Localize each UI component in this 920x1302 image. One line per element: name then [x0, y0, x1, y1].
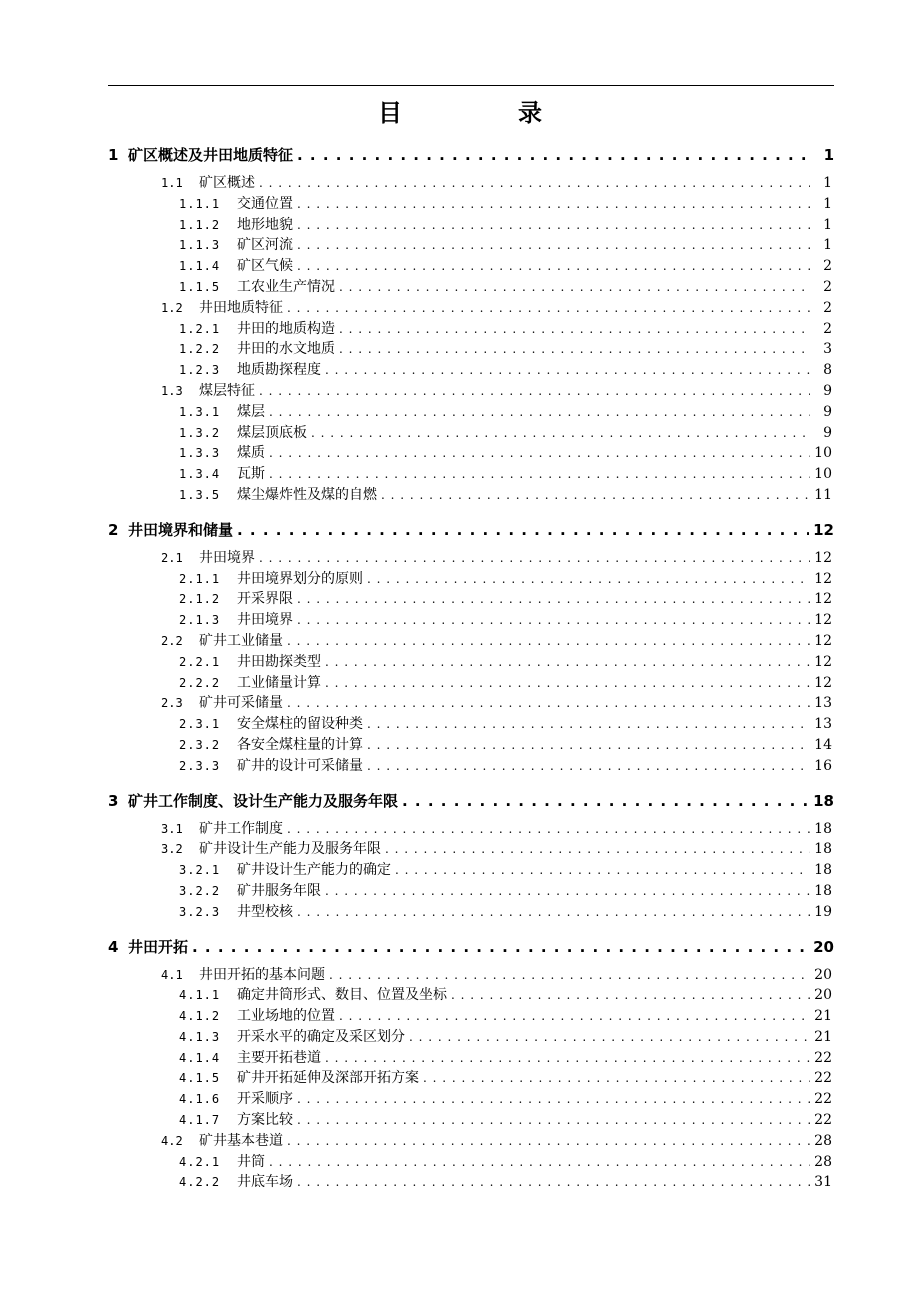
toc-entry-page-number: 9: [823, 382, 832, 399]
dot-leader: [339, 319, 810, 340]
toc-entry-title: 井田的水文地质: [237, 341, 335, 358]
dot-leader: [409, 1027, 810, 1048]
dot-leader: [269, 443, 810, 464]
dot-leader: [339, 339, 810, 360]
dot-leader: [297, 610, 810, 631]
dot-leader: [297, 143, 812, 167]
toc-section-entry[interactable]: [108, 381, 834, 402]
toc-entry-title: 矿区气候: [237, 258, 293, 275]
toc-entry-page-number: 20: [813, 937, 834, 956]
toc-entry-title: 煤层: [237, 403, 265, 420]
toc-entry-page-number: 2: [823, 258, 832, 275]
toc-entry-number: 4.2: [161, 1133, 183, 1148]
toc-entry-title: 矿井设计生产能力及服务年限: [199, 841, 381, 858]
dot-leader: [237, 518, 809, 542]
toc-subsection-entry[interactable]: [108, 1152, 834, 1173]
toc-subsection-entry[interactable]: [108, 485, 834, 506]
toc-entry-number: 1.3: [161, 383, 183, 398]
toc-entry-title: 矿井工作制度、设计生产能力及服务年限: [128, 791, 399, 810]
toc-entry-page-number: 20: [814, 966, 832, 983]
toc-entry-number: 2.3: [161, 696, 183, 711]
toc-entry-number: 2.3.1: [179, 717, 221, 732]
toc-entry-title: 开采界限: [237, 591, 293, 608]
toc-entry-number: 2.1.2: [179, 592, 221, 607]
dot-leader: [297, 1110, 810, 1131]
toc-entry-page-number: 9: [823, 424, 832, 441]
dot-leader: [297, 902, 810, 923]
toc-entry-page-number: 2: [823, 320, 832, 337]
toc-entry-page-number: 2: [823, 278, 832, 295]
toc-entry-title: 开采顺序: [237, 1091, 293, 1108]
toc-entry-title: 矿井开拓延伸及深部开拓方案: [237, 1070, 419, 1087]
toc-entry-title: 井田境界和储量: [128, 520, 234, 539]
toc-entry-page-number: 1: [823, 175, 832, 191]
dot-leader: [297, 235, 810, 256]
page-title: 目 录: [378, 99, 588, 127]
toc-entry-number: 1.1.3: [179, 238, 221, 253]
toc-subsection-entry[interactable]: [108, 902, 834, 923]
toc-entry-title: 井田境界: [237, 612, 293, 629]
toc-entry-title: 矿区概述: [199, 175, 255, 191]
toc-entry-number: 2: [108, 520, 119, 539]
toc-entry-number: 1.2.3: [179, 363, 221, 378]
section-gap: [108, 923, 834, 931]
dot-leader: [402, 789, 809, 813]
toc-entry-number: 3.2.3: [179, 904, 221, 919]
toc-section-entry[interactable]: [108, 819, 834, 840]
toc-section-entry[interactable]: [108, 631, 834, 652]
toc-subsection-entry[interactable]: [108, 735, 834, 756]
dot-leader: [325, 673, 810, 694]
toc-entry-number: 3.1: [161, 821, 183, 836]
dot-leader: [297, 215, 810, 236]
dot-leader: [451, 985, 810, 1006]
dot-leader: [325, 881, 810, 902]
toc-entry-number: 1.1.4: [179, 259, 221, 274]
toc-entry-page-number: 12: [814, 653, 832, 670]
dot-leader: [367, 735, 810, 756]
toc-entry-title: 矿井工业储量: [199, 632, 283, 649]
toc-entry-title: 工业储量计算: [237, 674, 321, 691]
toc-entry-page-number: 11: [814, 486, 832, 503]
toc-entry-number: 4.2.2: [179, 1175, 221, 1190]
toc-entry-title: 矿井可采储量: [199, 695, 283, 712]
toc-entry-title: 煤层特征: [199, 382, 255, 399]
toc-entry-number: 1.2.1: [179, 321, 221, 336]
toc-entry-page-number: 12: [814, 674, 832, 691]
toc-entry-title: 各安全煤柱量的计算: [237, 736, 363, 753]
toc-subsection-entry[interactable]: [108, 714, 834, 735]
toc-subsection-entry[interactable]: [108, 985, 834, 1006]
toc-subsection-entry[interactable]: [108, 756, 834, 777]
toc-entry-title: 井田开拓的基本问题: [199, 966, 325, 983]
toc-entry-title: 地质勘探程度: [237, 362, 321, 379]
dot-leader: [297, 1172, 810, 1193]
toc-entry-page-number: 1: [823, 216, 832, 233]
toc-chapter-entry[interactable]: [108, 789, 834, 813]
toc-subsection-entry[interactable]: [108, 673, 834, 694]
toc-subsection-entry[interactable]: [108, 1048, 834, 1069]
toc-entry-title: 交通位置: [237, 195, 293, 212]
toc-entry-page-number: 10: [814, 466, 832, 483]
dot-leader: [269, 402, 810, 423]
dot-leader: [269, 1152, 810, 1173]
toc-entry-number: 3.2.2: [179, 883, 221, 898]
toc-section-entry[interactable]: [108, 298, 834, 319]
toc-entry-page-number: 2: [823, 299, 832, 316]
dot-leader: [325, 360, 810, 381]
toc-entry-title: 井田境界: [199, 549, 255, 566]
toc-entry-number: 2.1.3: [179, 613, 221, 628]
toc-entry-number: 1.2: [161, 300, 183, 315]
dot-leader: [297, 1089, 810, 1110]
toc-entry-title: 确定井筒形式、数目、位置及坐标: [237, 987, 447, 1004]
dot-leader: [259, 173, 810, 194]
toc-subsection-entry[interactable]: [108, 881, 834, 902]
toc-entry-number: 2.3.2: [179, 737, 221, 752]
toc-section-entry[interactable]: [108, 839, 834, 860]
toc-entry-number: 1: [108, 146, 119, 164]
toc-entry-page-number: 22: [814, 1112, 832, 1129]
toc-entry-title: 井田地质特征: [199, 299, 283, 316]
dot-leader: [287, 631, 810, 652]
toc-entry-page-number: 19: [814, 903, 832, 920]
toc-chapter-entry[interactable]: [108, 518, 834, 542]
toc-entry-page-number: 28: [814, 1132, 832, 1149]
toc-entry-number: 2.1.1: [179, 571, 221, 586]
toc-entry-title: 主要开拓巷道: [237, 1049, 321, 1066]
toc-entry-title: 井底车场: [237, 1174, 293, 1191]
dot-leader: [367, 569, 810, 590]
dot-leader: [287, 298, 810, 319]
toc-entry-number: 1.1: [161, 176, 183, 190]
table-of-contents: [108, 139, 834, 1193]
toc-entry-title: 安全煤柱的留设种类: [237, 716, 363, 733]
toc-subsection-entry[interactable]: [108, 277, 834, 298]
toc-entry-title: 井筒: [237, 1153, 265, 1170]
toc-section-entry[interactable]: [108, 548, 834, 569]
dot-leader: [297, 589, 810, 610]
toc-section-entry[interactable]: [108, 693, 834, 714]
toc-entry-page-number: 14: [814, 736, 832, 753]
toc-subsection-entry[interactable]: [108, 215, 834, 236]
toc-entry-page-number: 20: [814, 987, 832, 1004]
toc-entry-number: 1.3.4: [179, 467, 221, 482]
toc-entry-number: 4: [108, 937, 119, 956]
toc-entry-number: 4.1.4: [179, 1050, 221, 1065]
toc-entry-title: 开采水平的确定及采区划分: [237, 1028, 405, 1045]
toc-entry-title: 井田的地质构造: [237, 320, 335, 337]
toc-entry-page-number: 12: [813, 520, 834, 539]
dot-leader: [367, 756, 810, 777]
dot-leader: [325, 1048, 810, 1069]
toc-subsection-entry[interactable]: [108, 1068, 834, 1089]
dot-leader: [192, 935, 809, 959]
toc-entry-page-number: 1: [823, 195, 832, 212]
toc-subsection-entry[interactable]: [108, 423, 834, 444]
toc-entry-title: 矿井设计生产能力的确定: [237, 862, 391, 879]
toc-entry-title: 矿区河流: [237, 237, 293, 254]
toc-entry-page-number: 1: [823, 146, 834, 164]
toc-entry-page-number: 12: [814, 549, 832, 566]
toc-entry-number: 4.1.6: [179, 1092, 221, 1107]
toc-entry-page-number: 28: [814, 1153, 832, 1170]
toc-subsection-entry[interactable]: [108, 235, 834, 256]
toc-entry-number: 1.3.1: [179, 404, 221, 419]
toc-entry-number: 4.2.1: [179, 1154, 221, 1169]
toc-subsection-entry[interactable]: [108, 652, 834, 673]
toc-subsection-entry[interactable]: [108, 860, 834, 881]
dot-leader: [339, 1006, 810, 1027]
dot-leader: [297, 194, 810, 215]
toc-entry-title: 矿井基本巷道: [199, 1132, 283, 1149]
toc-subsection-entry[interactable]: [108, 194, 834, 215]
toc-entry-number: 4.1.1: [179, 988, 221, 1003]
toc-entry-number: 2.1: [161, 550, 183, 565]
toc-entry-number: 1.1.2: [179, 217, 221, 232]
toc-subsection-entry[interactable]: [108, 1172, 834, 1193]
toc-section-entry[interactable]: [108, 1131, 834, 1152]
dot-leader: [259, 548, 810, 569]
toc-entry-title: 井田开拓: [128, 937, 189, 956]
toc-entry-title: 矿井的设计可采储量: [237, 757, 363, 774]
dot-leader: [259, 381, 810, 402]
dot-leader: [395, 860, 810, 881]
toc-entry-title: 井型校核: [237, 903, 293, 920]
toc-chapter-entry[interactable]: [108, 143, 834, 167]
toc-subsection-entry[interactable]: [108, 443, 834, 464]
dot-leader: [329, 965, 810, 986]
toc-entry-number: 1.3.3: [179, 446, 221, 461]
toc-entry-page-number: 16: [814, 757, 832, 774]
toc-entry-page-number: 18: [814, 882, 832, 899]
toc-entry-page-number: 18: [814, 820, 832, 837]
toc-entry-title: 工农业生产情况: [237, 278, 335, 295]
toc-entry-page-number: 12: [814, 632, 832, 649]
toc-subsection-entry[interactable]: [108, 402, 834, 423]
toc-entry-page-number: 12: [814, 612, 832, 629]
toc-subsection-entry[interactable]: [108, 1006, 834, 1027]
toc-subsection-entry[interactable]: [108, 360, 834, 381]
toc-entry-number: 4.1.7: [179, 1113, 221, 1128]
toc-entry-page-number: 18: [814, 862, 832, 879]
toc-entry-number: 4.1.3: [179, 1029, 221, 1044]
toc-subsection-entry[interactable]: [108, 319, 834, 340]
dot-leader: [269, 464, 810, 485]
toc-entry-page-number: 12: [814, 570, 832, 587]
toc-entry-page-number: 8: [823, 362, 832, 379]
dot-leader: [287, 693, 810, 714]
toc-entry-title: 矿井工作制度: [199, 820, 283, 837]
toc-entry-title: 煤质: [237, 445, 265, 462]
toc-chapter-entry[interactable]: [108, 935, 834, 959]
toc-entry-page-number: 3: [823, 341, 832, 358]
toc-entry-number: 1.1.5: [179, 279, 221, 294]
dot-leader: [367, 714, 810, 735]
toc-subsection-entry[interactable]: [108, 610, 834, 631]
toc-entry-title: 方案比较: [237, 1112, 293, 1129]
toc-entry-number: 1.3.2: [179, 425, 221, 440]
toc-entry-page-number: 21: [814, 1008, 832, 1025]
dot-leader: [423, 1068, 810, 1089]
toc-subsection-entry[interactable]: [108, 1110, 834, 1131]
dot-leader: [297, 256, 810, 277]
dot-leader: [381, 485, 810, 506]
section-gap: [108, 777, 834, 785]
toc-entry-page-number: 21: [814, 1028, 832, 1045]
dot-leader: [385, 839, 810, 860]
toc-entry-number: 1.2.2: [179, 342, 221, 357]
toc-entry-page-number: 18: [814, 841, 832, 858]
toc-entry-title: 矿井服务年限: [237, 882, 321, 899]
toc-entry-page-number: 12: [814, 591, 832, 608]
toc-entry-number: 2.3.3: [179, 758, 221, 773]
toc-subsection-entry[interactable]: [108, 464, 834, 485]
toc-entry-page-number: 22: [814, 1070, 832, 1087]
toc-entry-number: 4.1: [161, 967, 183, 982]
toc-section-entry[interactable]: [108, 173, 834, 194]
toc-entry-page-number: 1: [823, 237, 832, 254]
toc-subsection-entry[interactable]: [108, 1027, 834, 1048]
toc-entry-page-number: 31: [814, 1174, 832, 1191]
toc-entry-number: 3.2: [161, 842, 183, 857]
toc-subsection-entry[interactable]: [108, 1089, 834, 1110]
toc-subsection-entry[interactable]: [108, 589, 834, 610]
dot-leader: [287, 819, 810, 840]
toc-entry-title: 工业场地的位置: [237, 1008, 335, 1025]
toc-subsection-entry[interactable]: [108, 569, 834, 590]
toc-entry-page-number: 13: [814, 695, 832, 712]
toc-entry-number: 1.1.1: [179, 196, 221, 211]
toc-entry-page-number: 22: [814, 1091, 832, 1108]
toc-entry-page-number: 18: [813, 791, 834, 810]
toc-entry-number: 3: [108, 791, 119, 810]
toc-entry-title: 井田勘探类型: [237, 653, 321, 670]
dot-leader: [287, 1131, 810, 1152]
toc-entry-page-number: 10: [814, 445, 832, 462]
toc-entry-title: 煤层顶底板: [237, 424, 307, 441]
toc-entry-number: 2.2.1: [179, 654, 221, 669]
toc-entry-title: 煤尘爆炸性及煤的自燃: [237, 486, 377, 503]
toc-subsection-entry[interactable]: [108, 256, 834, 277]
toc-entry-page-number: 22: [814, 1049, 832, 1066]
toc-entry-number: 3.2.1: [179, 863, 221, 878]
toc-entry-page-number: 9: [823, 403, 832, 420]
toc-section-entry[interactable]: [108, 965, 834, 986]
toc-entry-number: 1.3.5: [179, 487, 221, 502]
toc-entry-number: 2.2.2: [179, 675, 221, 690]
toc-subsection-entry[interactable]: [108, 339, 834, 360]
toc-entry-number: 4.1.2: [179, 1009, 221, 1024]
toc-entry-number: 2.2: [161, 633, 183, 648]
toc-entry-number: 4.1.5: [179, 1071, 221, 1086]
dot-leader: [325, 652, 810, 673]
toc-entry-title: 地形地貌: [237, 216, 293, 233]
toc-entry-title: 瓦斯: [237, 466, 265, 483]
header-rule: [108, 85, 834, 86]
section-gap: [108, 506, 834, 514]
toc-entry-page-number: 13: [814, 716, 832, 733]
dot-leader: [339, 277, 810, 298]
toc-entry-title: 井田境界划分的原则: [237, 570, 363, 587]
toc-entry-title: 矿区概述及井田地质特征: [128, 146, 294, 164]
dot-leader: [311, 423, 810, 444]
